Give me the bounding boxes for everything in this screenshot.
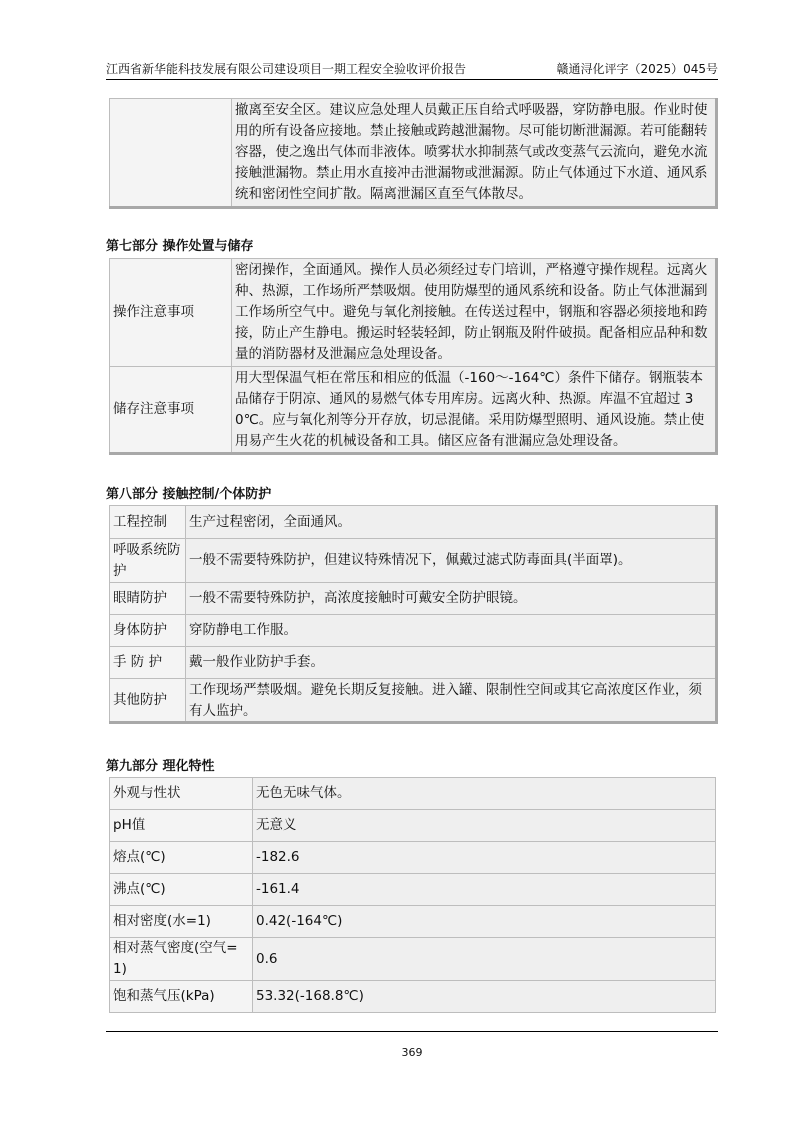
row-value: 无色无味气体。 xyxy=(253,778,716,810)
table-row xyxy=(110,842,716,874)
row-value: 0.6 xyxy=(253,938,716,981)
row-label: 手 防 护 xyxy=(110,647,186,679)
row-value: 一般不需要特殊防护，高浓度接触时可戴安全防护眼镜。 xyxy=(186,583,716,615)
table-row xyxy=(110,874,716,906)
header-report-number: 赣通浔化评字（2025）045号 xyxy=(556,62,718,76)
row-label: 相对密度(水=1) xyxy=(110,906,253,938)
section8-table xyxy=(109,505,716,723)
table-shadow xyxy=(715,505,718,724)
row-value: 生产过程密闭，全面通风。 xyxy=(186,506,716,539)
row-value: 一般不需要特殊防护，但建议特殊情况下，佩戴过滤式防毒面具(半面罩)。 xyxy=(186,539,716,583)
table-row xyxy=(110,938,716,981)
row-label: 工程控制 xyxy=(110,506,186,539)
row-label: 储存注意事项 xyxy=(110,367,232,453)
row-label: 饱和蒸气压(kPa) xyxy=(110,981,253,1013)
table-shadow xyxy=(109,206,718,209)
row-value: 戴一般作业防护手套。 xyxy=(186,647,716,679)
row-label: 操作注意事项 xyxy=(110,259,232,367)
table-row xyxy=(110,647,716,679)
header-rule xyxy=(106,79,718,80)
row-label: 其他防护 xyxy=(110,679,186,723)
table-row xyxy=(110,778,716,810)
section8-title: 第八部分 接触控制/个体防护 xyxy=(106,487,272,502)
row-value: 53.32(-168.8℃) xyxy=(253,981,716,1013)
section7-table xyxy=(109,258,716,453)
footer-rule xyxy=(106,1031,718,1032)
header-report-title: 江西省新华能科技发展有限公司建设项目一期工程安全验收评价报告 xyxy=(106,62,467,76)
table-row xyxy=(110,506,716,539)
row-label: 相对蒸气密度(空气=1) xyxy=(110,938,253,981)
row-value: -182.6 xyxy=(253,842,716,874)
section7-title: 第七部分 操作处置与储存 xyxy=(106,239,254,254)
table-shadow xyxy=(715,258,718,454)
leak-handling-label-cell xyxy=(110,99,232,207)
row-label: 熔点(℃) xyxy=(110,842,253,874)
table-row xyxy=(110,367,716,453)
row-value: -161.4 xyxy=(253,874,716,906)
leak-handling-table xyxy=(109,98,716,207)
row-label: 外观与性状 xyxy=(110,778,253,810)
row-label: 呼吸系统防护 xyxy=(110,539,186,583)
table-row xyxy=(110,583,716,615)
row-value: 密闭操作，全面通风。操作人员必须经过专门培训，严格遵守操作规程。远离火种、热源，工作场所严禁吸烟。使用防爆型的通风系统和设备。防止气体泄漏到工作场所空气中。避免与氧化剂接触。在传送过程中，钢瓶和容器必须接地和跨接，防止产生静电。搬运时轻装轻卸，防止钢瓶及附件破损。配备相应品种和数量的消防器材及泄漏应急处理设备。 xyxy=(232,259,716,367)
table-row xyxy=(110,981,716,1013)
table-row xyxy=(110,906,716,938)
row-value: 0.42(-164℃) xyxy=(253,906,716,938)
row-value: 用大型保温气柜在常压和相应的低温（-160～-164℃）条件下储存。钢瓶装本品储存于阴凉、通风的易燃气体专用库房。远离火种、热源。库温不宜超过 30℃。应与氧化剂等分开存放，切忌混储。采用防爆型照明、通风设施。禁止使用易产生火花的机械设备和工具。储区应备有泄漏应急处理设备。 xyxy=(232,367,716,453)
row-value: 工作现场严禁吸烟。避免长期反复接触。进入罐、限制性空间或其它高浓度区作业，须有人监护。 xyxy=(186,679,716,723)
row-label: 眼睛防护 xyxy=(110,583,186,615)
row-label: 身体防护 xyxy=(110,615,186,647)
row-value: 穿防静电工作服。 xyxy=(186,615,716,647)
page-header xyxy=(106,59,718,79)
table-row xyxy=(110,679,716,723)
section9-title: 第九部分 理化特性 xyxy=(106,759,215,774)
table-row xyxy=(110,810,716,842)
leak-handling-text: 撤离至安全区。建议应急处理人员戴正压自给式呼吸器，穿防静电服。作业时使用的所有设备应接地。禁止接触或跨越泄漏物。尽可能切断泄漏源。若可能翻转容器，使之逸出气体而非液体。喷雾状水抑制蒸气或改变蒸气云流向，避免水流接触泄漏物。禁止用水直接冲击泄漏物或泄漏源。防止气体通过下水道、通风系统和密闭性空间扩散。隔离泄漏区直至气体散尽。 xyxy=(232,99,716,207)
row-value: 无意义 xyxy=(253,810,716,842)
table-row xyxy=(110,259,716,367)
table-shadow xyxy=(109,452,718,455)
row-label: pH值 xyxy=(110,810,253,842)
table-shadow xyxy=(715,98,718,208)
page-number: 369 xyxy=(401,1046,423,1059)
table-shadow xyxy=(109,721,718,724)
table-row xyxy=(110,539,716,583)
row-label: 沸点(℃) xyxy=(110,874,253,906)
section9-table xyxy=(109,777,716,1013)
table-row xyxy=(110,615,716,647)
